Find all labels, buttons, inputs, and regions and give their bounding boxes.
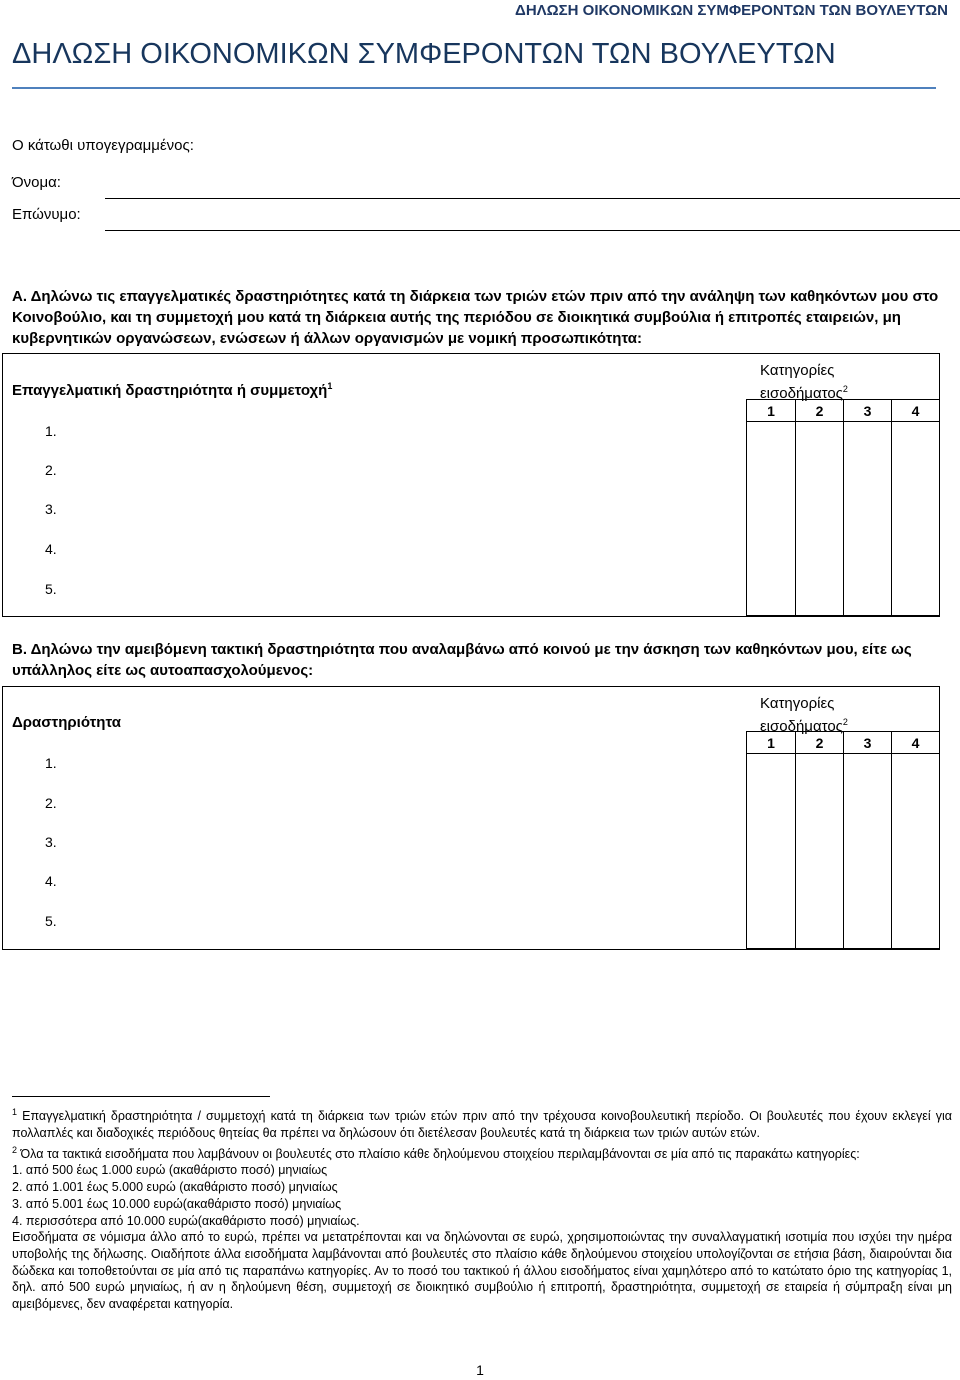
category-cell[interactable] (844, 422, 892, 616)
section-b-categories-header (760, 694, 848, 736)
categories-label: Κατηγορίες (760, 695, 835, 712)
footnote-ref-2: 2 (842, 717, 848, 727)
page-number: 1 (476, 1362, 484, 1378)
footnote-2 (12, 1142, 952, 1163)
section-b-category-grid (746, 731, 940, 949)
list-item: 3. (45, 834, 57, 850)
section-a-category-grid (746, 399, 940, 616)
footnote-1-text: Επαγγελματική δραστηριότητα / συμμετοχή κατά τη διάρκεια των τριών ετών πριν από την τρέχουσα κοινοβουλευτική περίοδο. Οι βουλευτές που έχουν εκλεγεί για πολλαπλές και διαδοχικές περιόδους θητείας θα πρέπει να δηλώσουν ότι διετέλεσαν βουλευτές κατά τη διάρκεια των τριών αυτών ετών. (12, 1109, 952, 1140)
category-number: 4 (892, 400, 940, 422)
category-number: 4 (892, 732, 940, 754)
footnote-1 (12, 1104, 952, 1142)
category-number: 3 (844, 732, 892, 754)
footnote-separator (12, 1096, 270, 1097)
category-cell[interactable] (796, 422, 844, 616)
list-item: 1. (45, 755, 57, 771)
signer-intro: Ο κάτωθι υπογεγραμμένος: (12, 137, 194, 154)
category-cell[interactable] (844, 754, 892, 949)
name-label: Όνομα: (12, 174, 61, 191)
footnote-ref-2: 2 (842, 384, 848, 394)
surname-field[interactable] (105, 230, 960, 231)
list-item: 2. (45, 462, 57, 478)
category-cell[interactable] (747, 422, 796, 616)
document-title: ΔΗΛΩΣΗ ΟΙΚΟΝΟΜΙΚΩΝ ΣΥΜΦΕΡΟΝΤΩΝ ΤΩΝ ΒΟΥΛΕΥΤΩΝ (12, 38, 836, 70)
footnote-2-item: 4. περισσότερα από 10.000 ευρώ(ακαθάριστο ποσό) μηνιαίως. (12, 1213, 360, 1228)
category-number: 1 (747, 732, 796, 754)
list-item: 1. (45, 423, 57, 439)
section-a-column-text: Επαγγελματική δραστηριότητα ή συμμετοχή (12, 382, 328, 399)
section-a-categories-header (760, 361, 848, 403)
category-number: 2 (796, 400, 844, 422)
categories-label: Κατηγορίες (760, 362, 835, 379)
section-b-text: Β. Δηλώνω την αμειβόμενη τακτική δραστηριότητα που αναλαμβάνω από κοινού με την άσκηση των καθηκόντων μου, είτε ως υπάλληλος είτε ως αυτοαπασχολούμενος: (12, 641, 912, 679)
footnote-2-text: Όλα τα τακτικά εισοδήματα που λαμβάνουν οι βουλευτές στο πλαίσιο κάθε δηλούμενου στοιχείου περιλαμβάνονται σε μία από τις παρακάτω κατηγορίες: (20, 1146, 860, 1161)
list-item: 2. (45, 795, 57, 811)
footnote-2-item: 3. από 5.001 έως 10.000 ευρώ(ακαθάριστο ποσό) μηνιαίως (12, 1196, 342, 1211)
income-label: εισοδήματος (760, 718, 843, 735)
footnote-2-mark: 2 (12, 1144, 18, 1155)
footnote-2-item: 1. από 500 έως 1.000 ευρώ (ακαθάριστο ποσό) μηνιαίως (12, 1163, 328, 1178)
title-rule (12, 87, 936, 89)
list-item: 4. (45, 873, 57, 889)
section-b-column-label: Δραστηριότητα (12, 714, 121, 731)
category-cell[interactable] (747, 754, 796, 949)
category-cell[interactable] (892, 754, 940, 949)
running-header: ΔΗΛΩΣΗ ΟΙΚΟΝΟΜΙΚΩΝ ΣΥΜΦΕΡΟΝΤΩΝ ΤΩΝ ΒΟΥΛΕΥΤΩΝ (515, 2, 948, 19)
list-item: 4. (45, 541, 57, 557)
category-cell[interactable] (796, 754, 844, 949)
list-item: 5. (45, 581, 57, 597)
footnote-2-item: 2. από 1.001 έως 5.000 ευρώ (ακαθάριστο ποσό) μηνιαίως (12, 1180, 338, 1195)
footnote-1-mark: 1 (12, 1107, 18, 1117)
footnote-2-after: Εισοδήματα σε νόμισμα άλλο από το ευρώ, πρέπει να μετατρέπονται και να δηλώνονται σε ευρώ, χρησιμοποιώντας την συναλλαγματική ισοτιμία που ισχύει την ημέρα υποβολής της δήλωσης. Οιαδήποτε άλλα εισοδήματα λαμβάνονται από βουλευτές στο πλαίσιο κάθε δηλούμενου στοιχείου υπολογίζονται σε ετήσια βάση, διαιρούνται δια δώδεκα και τοποθετούνται σε μία από τις παραπάνω κατηγορίες. Αν το ποσό του τακτικού ή άλλου εισοδήματος είναι χαμηλότερο από το κατώτατο όριο της κατηγορίας 1, δηλ. από 500 ευρώ μηνιαίως, ή αν η δηλούμενη θέση, συμμετοχή σε διοικητικό συμβούλιο ή επιτροπή, δραστηριότητα, συμμετοχή σε εταιρεία ή σύμπραξη είναι μη αμειβόμενες, δεν αναφέρεται κατηγορία. (12, 1230, 952, 1312)
category-number: 2 (796, 732, 844, 754)
list-item: 3. (45, 501, 57, 517)
name-field[interactable] (105, 198, 960, 199)
footnote-ref-1: 1 (327, 381, 333, 391)
list-item: 5. (45, 913, 57, 929)
footnotes (12, 1104, 952, 1313)
surname-label: Επώνυμο: (12, 206, 81, 223)
category-cell[interactable] (892, 422, 940, 616)
section-a-text: Α. Δηλώνω τις επαγγελματικές δραστηριότητες κατά τη διάρκεια των τριών ετών πριν από την ανάληψη των καθηκόντων μου στο Κοινοβούλιο, και τη συμμετοχή μου κατά τη διάρκεια αυτής της περιόδου σε διοικητικά συμβούλια ή επιτροπές εταιρειών, μη κυβερνητικών οργανώσεων, ενώσεων ή άλλων οργανισμών με νομική προσωπικότητα: (12, 288, 939, 347)
section-a-column-label (12, 381, 332, 399)
category-number: 1 (747, 400, 796, 422)
income-label: εισοδήματος (760, 385, 843, 402)
category-number: 3 (844, 400, 892, 422)
